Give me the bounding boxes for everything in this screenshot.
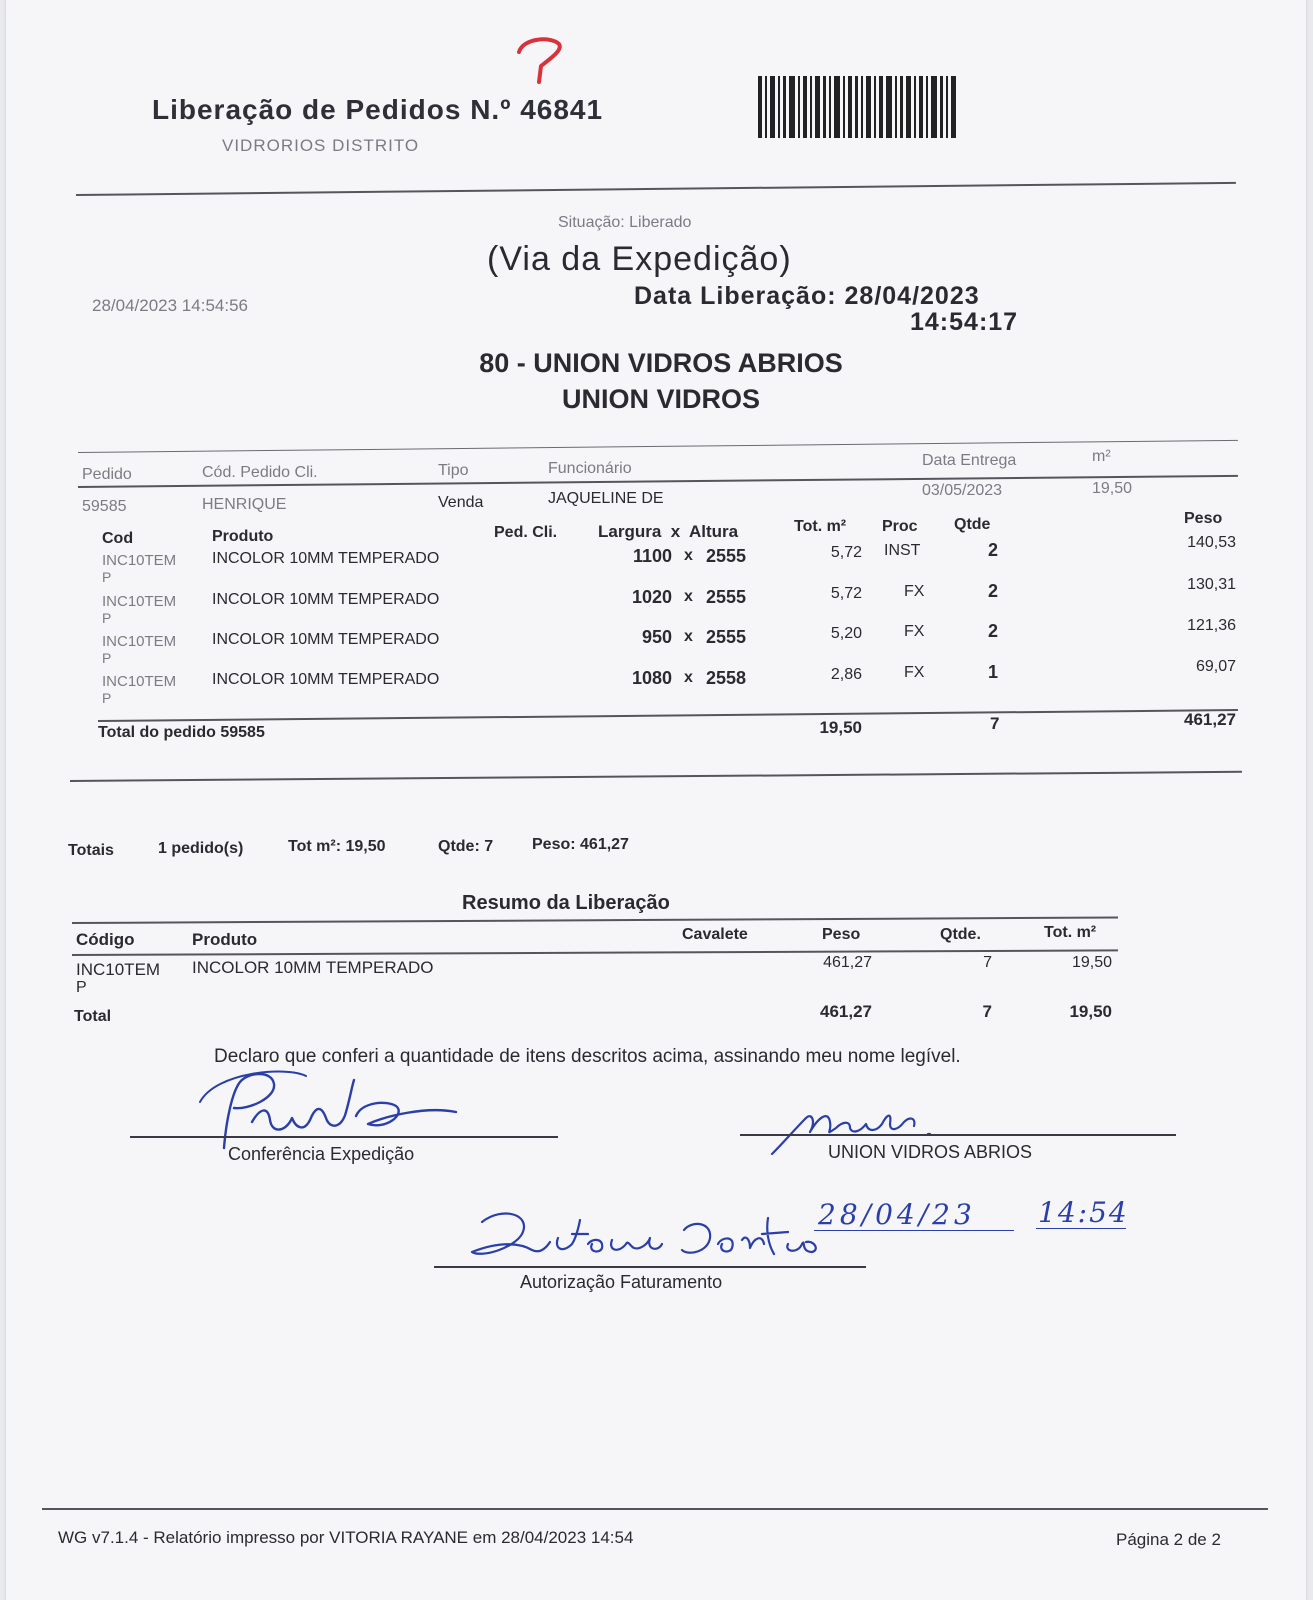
value-funcionario: JAQUELINE DE — [548, 490, 664, 507]
value-m2: 19,50 — [1092, 480, 1133, 497]
row-x: x — [684, 669, 693, 686]
row-tot-m2: 5,72 — [830, 585, 862, 602]
row-cod: INC10TEM — [102, 593, 177, 610]
row-largura: 950 — [641, 627, 672, 647]
row-largura: 1020 — [631, 587, 672, 607]
label-cod-pedido-cli: Cód. Pedido Cli. — [202, 464, 318, 481]
row-cod-cont: P — [102, 650, 112, 666]
summary-total-qtde: 7 — [982, 1002, 992, 1021]
handwritten-time: 14:54 — [1038, 1196, 1129, 1229]
release-date: Data Liberação: 28/04/2023 — [634, 282, 980, 310]
totals-pedidos: 1 pedido(s) — [158, 840, 244, 857]
row-qtde: 2 — [988, 621, 999, 641]
footer-page-number: Página 2 de 2 — [1116, 1530, 1221, 1549]
row-cod: INC10TEM — [102, 673, 177, 690]
row-proc: FX — [904, 623, 925, 640]
summary-total-peso: 461,27 — [820, 1002, 872, 1021]
order-total-label: Total do pedido 59585 — [98, 724, 265, 741]
company-name: VIDRORIOS DISTRITO — [222, 136, 420, 155]
row-qtde: 2 — [988, 581, 999, 601]
summary-col-codigo: Código — [76, 930, 135, 949]
header-divider — [76, 182, 1236, 196]
value-pedido: 59585 — [82, 498, 127, 515]
document-page — [6, 0, 1306, 1600]
summary-total-label: Total — [74, 1008, 112, 1025]
col-largura-altura: Largura x Altura — [598, 522, 739, 541]
row-qtde: 1 — [988, 662, 999, 682]
signature-line-bottom — [434, 1266, 866, 1268]
summary-top-rule — [72, 917, 1118, 924]
row-tot-m2: 2,86 — [830, 666, 862, 683]
items-total-rule — [98, 709, 1238, 722]
summary-col-qtde: Qtde. — [940, 926, 981, 943]
summary-codigo-cont: P — [76, 979, 87, 996]
col-tot-m2: Tot. m² — [794, 518, 847, 535]
value-data-entrega: 03/05/2023 — [922, 482, 1003, 499]
row-cod: INC10TEM — [102, 633, 177, 650]
row-x: x — [684, 588, 693, 605]
footer-report-info: WG v7.1.4 - Relatório impresso por VITORIA RAYANE em 28/04/2023 14:54 — [58, 1528, 634, 1547]
row-produto: INCOLOR 10MM TEMPERADO — [212, 591, 440, 608]
row-peso: 140,53 — [1187, 534, 1236, 551]
handwritten-time-underline — [1036, 1228, 1126, 1229]
red-question-mark — [511, 30, 571, 90]
col-cod: Cod — [102, 530, 134, 547]
order-total-qtde: 7 — [990, 714, 1000, 733]
col-peso: Peso — [1184, 510, 1223, 527]
document-title: Liberação de Pedidos N.º 46841 — [152, 94, 604, 125]
summary-col-cavalete: Cavalete — [682, 926, 748, 943]
copy-label: (Via da Expedição) — [487, 240, 792, 278]
row-peso: 69,07 — [1195, 658, 1236, 675]
row-x: x — [684, 628, 693, 645]
col-proc: Proc — [882, 518, 918, 535]
signature-label-bottom: Autorização Faturamento — [520, 1272, 723, 1292]
status-label: Situação: Liberado — [558, 214, 692, 231]
row-altura: 2555 — [706, 546, 747, 566]
handwritten-date-underline — [814, 1230, 1014, 1231]
label-pedido: Pedido — [82, 466, 132, 483]
row-largura: 1100 — [632, 546, 672, 566]
row-produto: INCOLOR 10MM TEMPERADO — [212, 550, 440, 567]
row-proc: FX — [904, 583, 925, 600]
row-produto: INCOLOR 10MM TEMPERADO — [212, 671, 440, 688]
totals-m2: Tot m²: 19,50 — [288, 838, 386, 855]
row-proc: INST — [884, 542, 921, 559]
totals-peso: Peso: 461,27 — [532, 836, 629, 853]
client-name: 80 - UNION VIDROS ABRIOS — [479, 348, 843, 378]
label-funcionario: Funcionário — [548, 460, 632, 477]
row-cod: INC10TEM — [102, 552, 177, 569]
row-largura: 1080 — [631, 668, 672, 688]
barcode — [758, 76, 968, 138]
declaration-text: Declaro que conferi a quantidade de itens descritos acima, assinando meu nome legível. — [214, 1046, 961, 1067]
summary-title: Resumo da Liberação — [462, 892, 670, 914]
row-altura: 2555 — [706, 587, 747, 607]
summary-codigo: INC10TEM — [76, 960, 161, 979]
label-m2: m² — [1092, 448, 1111, 465]
signature-autorizacao — [462, 1200, 822, 1270]
signature-line-right — [740, 1134, 1176, 1136]
signature-label-right: UNION VIDROS ABRIOS — [828, 1142, 1033, 1162]
signature-label-left: Conferência Expedição — [228, 1144, 415, 1164]
signature-line-left — [130, 1136, 558, 1138]
summary-col-peso: Peso — [822, 926, 861, 943]
order-total-m2: 19,50 — [819, 718, 862, 737]
value-tipo: Venda — [438, 494, 484, 511]
summary-header-rule — [72, 949, 1118, 956]
col-qtde: Qtde — [954, 516, 991, 533]
totals-label: Totais — [68, 842, 114, 859]
summary-col-produto: Produto — [192, 930, 258, 949]
footer-rule — [42, 1508, 1268, 1510]
summary-produto: INCOLOR 10MM TEMPERADO — [192, 958, 434, 977]
printed-timestamp: 28/04/2023 14:54:56 — [92, 296, 248, 315]
row-altura: 2555 — [706, 627, 747, 647]
summary-qtde: 7 — [983, 954, 992, 971]
client-short-name: UNION VIDROS — [561, 384, 761, 414]
row-qtde: 2 — [988, 540, 999, 560]
row-cod-cont: P — [102, 610, 112, 626]
section-divider — [70, 771, 1242, 782]
totals-qtde: Qtde: 7 — [438, 838, 494, 855]
row-peso: 121,36 — [1187, 617, 1236, 634]
row-produto: INCOLOR 10MM TEMPERADO — [212, 631, 440, 648]
row-tot-m2: 5,72 — [830, 544, 862, 561]
row-peso: 130,31 — [1187, 576, 1236, 593]
row-cod-cont: P — [102, 569, 112, 585]
label-tipo: Tipo — [438, 462, 469, 479]
summary-col-tot-m2: Tot. m² — [1044, 924, 1097, 941]
signature-conferencia — [196, 1062, 476, 1152]
row-x: x — [684, 547, 693, 564]
row-cod-cont: P — [102, 690, 112, 706]
order-header-top-rule — [78, 440, 1238, 453]
summary-tot-m2: 19,50 — [1071, 954, 1112, 971]
label-data-entrega: Data Entrega — [922, 452, 1017, 469]
row-tot-m2: 5,20 — [830, 625, 862, 642]
handwritten-date: 28/04/23 — [818, 1198, 976, 1231]
value-cod-pedido-cli: HENRIQUE — [202, 496, 287, 513]
row-altura: 2558 — [706, 668, 747, 688]
summary-peso: 461,27 — [823, 954, 872, 971]
col-produto: Produto — [212, 528, 274, 545]
row-proc: FX — [904, 664, 925, 681]
release-time: 14:54:17 — [910, 308, 1019, 336]
summary-total-m2: 19,50 — [1069, 1002, 1112, 1021]
col-ped-cli: Ped. Cli. — [494, 524, 558, 541]
order-total-peso: 461,27 — [1184, 710, 1236, 729]
